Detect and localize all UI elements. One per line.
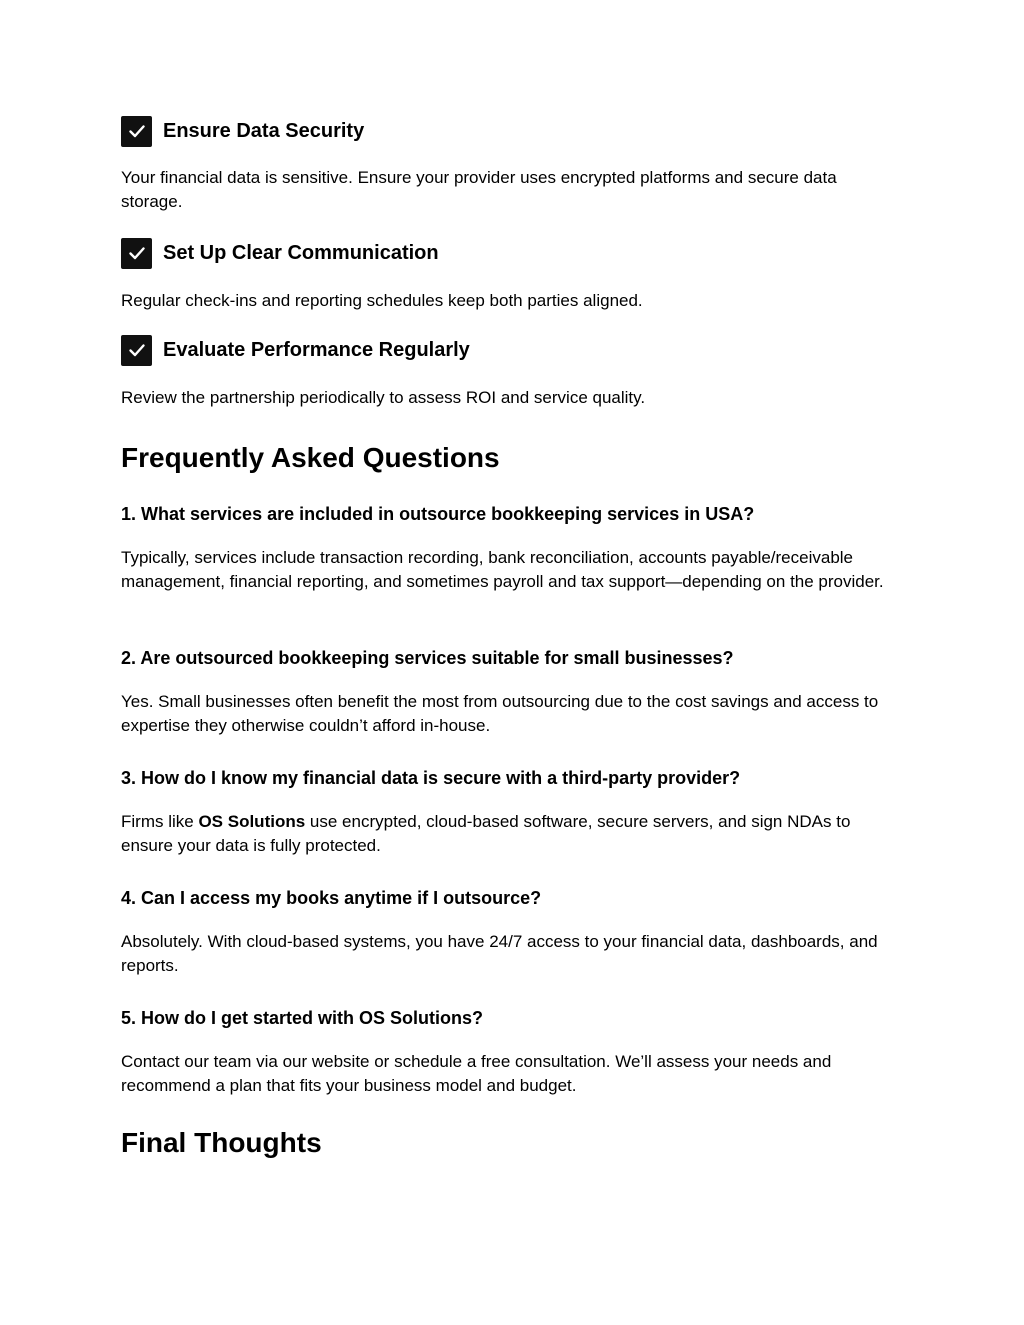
faq-question: 1. What services are included in outsource bookkeeping services in USA? [121, 504, 755, 524]
faq-answer: Typically, services include transaction recording, bank reconciliation, accounts payable/receivable management, financial reporting, and sometimes payroll and tax support—depending on the provider. [121, 548, 884, 591]
answer-text: Firms like [121, 812, 199, 831]
final-thoughts-heading: Final Thoughts [121, 1127, 322, 1158]
checklist-heading-data-security [121, 115, 364, 147]
faq-answer [121, 810, 901, 858]
checklist-text: Your financial data is sensitive. Ensure your provider uses encrypted platforms and secure data storage. [121, 168, 837, 211]
faq-answer: Yes. Small businesses often benefit the most from outsourcing due to the cost savings and access to expertise they otherwise couldn’t afford in-house. [121, 692, 879, 735]
checkbox-checked-icon [121, 335, 152, 366]
checklist-text: Review the partnership periodically to assess ROI and service quality. [121, 388, 646, 407]
faq-question: 3. How do I know my financial data is secure with a third-party provider? [121, 768, 741, 788]
checklist-text: Regular check-ins and reporting schedules keep both parties aligned. [121, 291, 643, 310]
checklist-title: Ensure Data Security [163, 120, 365, 142]
checklist-heading-performance [121, 334, 470, 366]
checklist-title: Set Up Clear Communication [163, 242, 439, 264]
faq-question: 2. Are outsourced bookkeeping services suitable for small businesses? [121, 648, 734, 668]
faq-answer: Absolutely. With cloud-based systems, you have 24/7 access to your financial data, dashboards, and reports. [121, 932, 878, 975]
faq-question: 4. Can I access my books anytime if I outsource? [121, 888, 542, 908]
answer-text: use encrypted, cloud-based software, secure servers, and sign NDAs to ensure your data is fully protected. [121, 812, 851, 855]
checkbox-checked-icon [121, 238, 152, 269]
company-name: OS Solutions [198, 812, 306, 831]
faq-answer: Contact our team via our website or schedule a free consultation. We’ll assess your needs and recommend a plan that fits your business model and budget. [121, 1052, 832, 1095]
faq-heading: Frequently Asked Questions [121, 442, 500, 473]
checklist-heading-communication [121, 237, 439, 269]
checklist-title: Evaluate Performance Regularly [163, 339, 470, 361]
checkbox-checked-icon [121, 116, 152, 147]
faq-question: 5. How do I get started with OS Solutions? [121, 1008, 484, 1028]
